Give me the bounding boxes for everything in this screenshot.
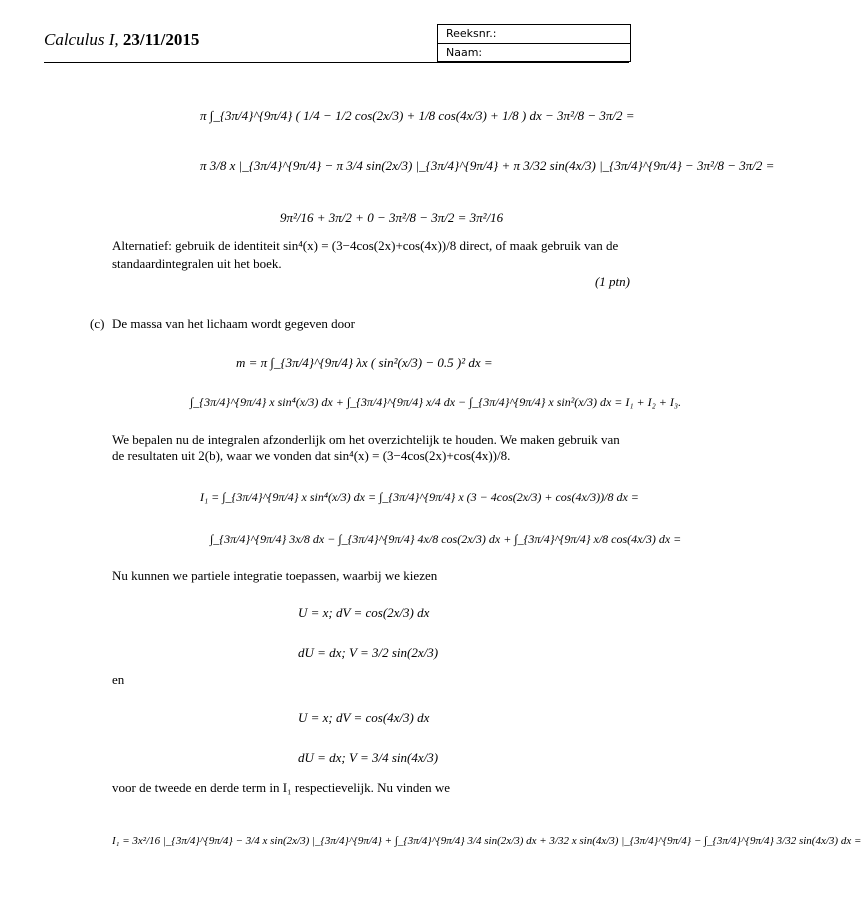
name-field: Naam: (438, 43, 630, 61)
equation-10: U = x; dV = cos(4x/3) dx (298, 710, 430, 725)
connector-en: en (112, 672, 125, 687)
equation-11: dU = dx; V = 3/4 sin(4x/3) (298, 750, 439, 765)
header-divider (44, 62, 629, 63)
exam-date: 23/11/2015 (122, 30, 200, 49)
alternative-note-line-1: Alternatief: gebruik de identiteit sin⁴(x) = (3−4cos(2x)+cos(4x))/8 direct, of maak gebruik van de (112, 238, 619, 253)
paragraph-4: voor de tweede en derde term in I₁ respectievelijk. Nu vinden we (112, 780, 451, 795)
points-label: (1 ptn) (594, 274, 630, 289)
equation-1: π ∫_{3π/4}^{9π/4} ( 1/4 − 1/2 cos(2x/3) + 1/8 cos(4x/3) + 1/8 ) dx − 3π²/8 − 3π/2 = (200, 108, 635, 123)
equation-8: U = x; dV = cos(2x/3) dx (298, 605, 430, 620)
course-name: Calculus I, (44, 30, 119, 49)
equation-3: 9π²/16 + 3π/2 + 0 − 3π²/8 − 3π/2 = 3π²/16 (280, 210, 504, 225)
equation-7: ∫_{3π/4}^{9π/4} 3x/8 dx − ∫_{3π/4}^{9π/4} 4x/8 cos(2x/3) dx + ∫_{3π/4}^{9π/4} x/8 cos(4x/3) dx = (210, 532, 682, 546)
equation-9: dU = dx; V = 3/2 sin(2x/3) (298, 645, 439, 660)
equation-12: I₁ = 3x²/16 |_{3π/4}^{9π/4} − 3/4 x sin(2x/3) |_{3π/4}^{9π/4} + ∫_{3π/4}^{9π/4} 3/4 sin(2x/3) dx + 3/32 x sin(4x/3) |_{3π/4}^{9π/4} − ∫_{3π/4}^{9π/4} 3/32 sin(4x/3) dx = (112, 835, 861, 847)
paragraph-2-line-1: We bepalen nu de integralen afzonderlijk om het overzichtelijk te houden. We maken gebruik van (112, 432, 620, 447)
paragraph-2-line-2: de resultaten uit 2(b), waar we vonden dat sin⁴(x) = (3−4cos(2x)+cos(4x))/8. (112, 448, 511, 463)
alternative-note-line-2: standaardintegralen uit het boek. (112, 256, 282, 271)
part-c-label: (c) (90, 316, 105, 331)
paragraph-3: Nu kunnen we partiele integratie toepassen, waarbij we kiezen (112, 568, 438, 583)
equation-2: π 3/8 x |_{3π/4}^{9π/4} − π 3/4 sin(2x/3) |_{3π/4}^{9π/4} + π 3/32 sin(4x/3) |_{3π/4}^{9π/4} − 3π²/8 − 3π/2 = (200, 158, 775, 173)
equation-4: m = π ∫_{3π/4}^{9π/4} λx ( sin²(x/3) − 0.5 )² dx = (236, 355, 493, 370)
page-header-title (44, 30, 199, 50)
student-info-box (437, 24, 631, 62)
part-c-intro: De massa van het lichaam wordt gegeven door (112, 316, 355, 331)
equation-5: ∫_{3π/4}^{9π/4} x sin⁴(x/3) dx + ∫_{3π/4}^{9π/4} x/4 dx − ∫_{3π/4}^{9π/4} x sin²(x/3) dx = I₁ + I₂ + I₃. (190, 395, 682, 409)
series-number-field: Reeksnr.: (446, 27, 497, 40)
equation-6: I₁ = ∫_{3π/4}^{9π/4} x sin⁴(x/3) dx = ∫_{3π/4}^{9π/4} x (3 − 4cos(2x/3) + cos(4x/3))/8 dx = (200, 490, 639, 504)
